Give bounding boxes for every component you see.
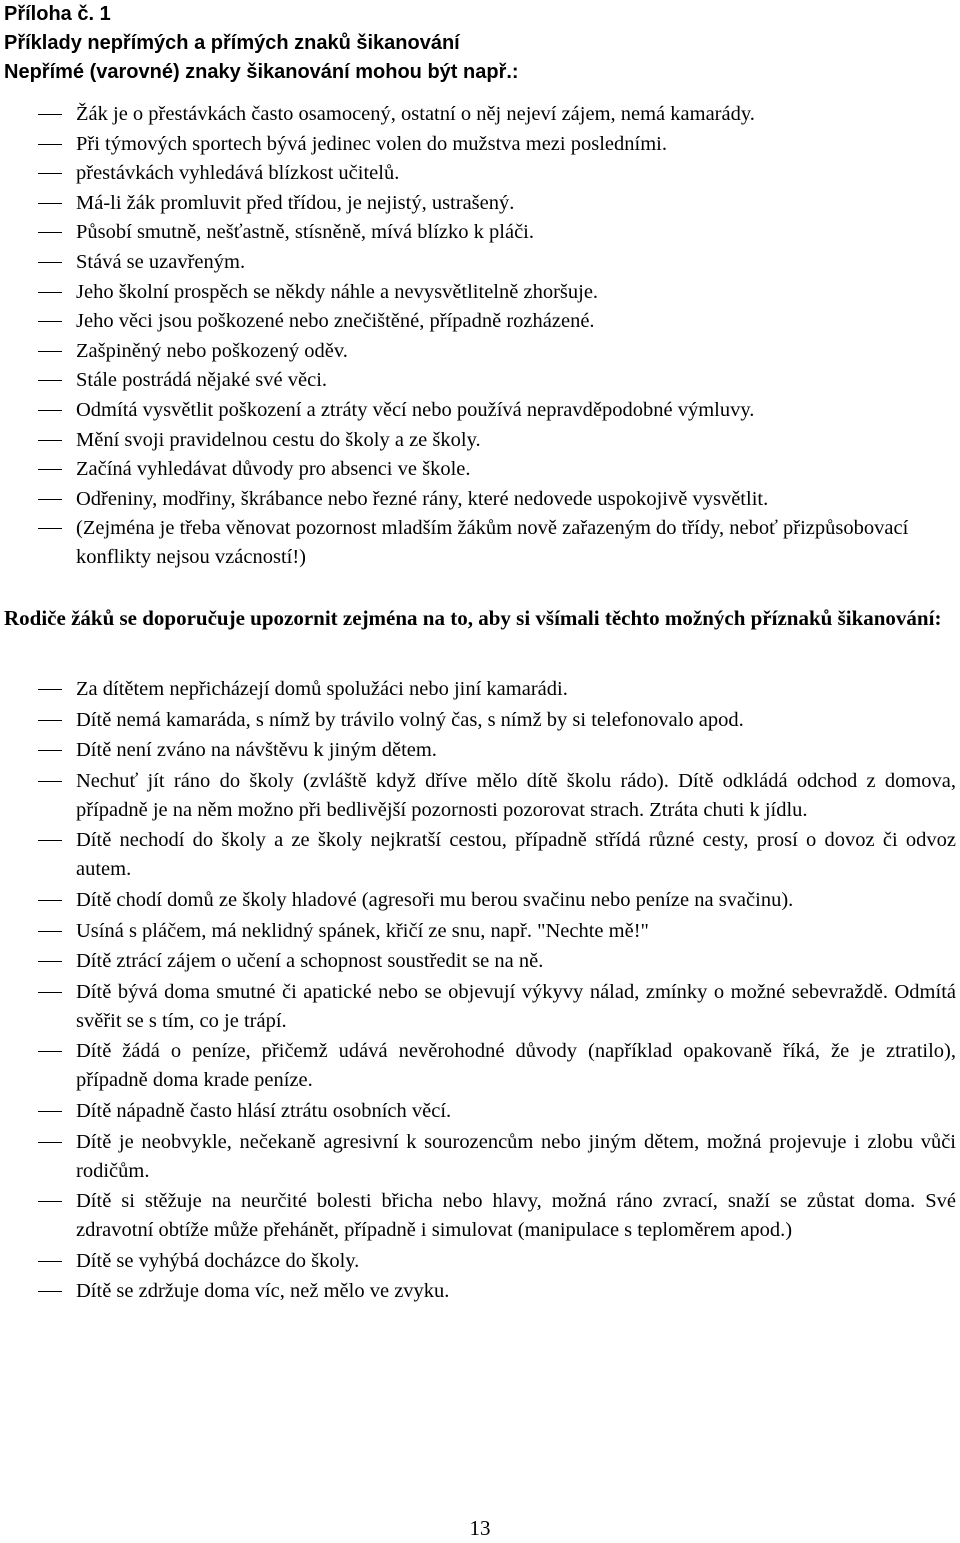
dash-bullet-icon	[38, 232, 62, 233]
list-item	[0, 706, 956, 735]
dash-bullet-icon	[38, 203, 62, 204]
list-item	[0, 1097, 956, 1126]
dash-bullet-icon	[38, 689, 62, 690]
list-item	[0, 248, 956, 277]
list-item-text: Má-li žák promluvit před třídou, je nejistý, ustrašený.	[76, 191, 515, 214]
list-item-text: (Zejména je třeba věnovat pozornost mladším žákům nově zařazeným do třídy, neboť přizpůsobovací konflikty nejsou vzácností!)	[76, 517, 909, 569]
dash-bullet-icon	[38, 499, 62, 500]
list-item	[0, 396, 956, 425]
page-number: 13	[469, 1516, 491, 1540]
list-item-text: Mění svoji pravidelnou cestu do školy a ze školy.	[76, 428, 481, 451]
list-item-text: Nechuť jít ráno do školy (zvláště když dříve mělo dítě školu rádo). Dítě odkládá odchod z domova, případně je na něm možno při bedlivější pozornosti pozorovat strach. Ztráta chuti k jídlu.	[76, 769, 956, 821]
list-item-text: Usíná s pláčem, má neklidný spánek, křičí ze snu, např. "Nechte mě!"	[76, 919, 649, 942]
dash-bullet-icon	[38, 750, 62, 751]
list-item-text: Dítě se zdržuje doma víc, než mělo ve zvyku.	[76, 1280, 450, 1303]
list-item	[0, 1187, 956, 1245]
list-item-text: Odřeniny, modřiny, škrábance nebo řezné rány, které nedovede uspokojivě vysvětlit.	[76, 487, 769, 510]
list-item	[0, 1277, 956, 1306]
dash-bullet-icon	[38, 1201, 62, 1202]
list-item	[0, 307, 956, 336]
dash-bullet-icon	[38, 1111, 62, 1112]
list-item	[0, 826, 956, 884]
list-item	[0, 218, 956, 247]
list-item	[0, 426, 956, 455]
list-item	[0, 485, 956, 514]
dash-bullet-icon	[38, 720, 62, 721]
dash-bullet-icon	[38, 351, 62, 352]
list-item-text: Dítě není zváno na návštěvu k jiným dětem.	[76, 739, 437, 762]
list-item-text: Dítě nemá kamaráda, s nímž by trávilo volný čas, s nímž by si telefonovalo apod.	[76, 708, 744, 731]
list-item	[0, 1037, 956, 1095]
list-item	[0, 278, 956, 307]
list-item-text: Působí smutně, nešťastně, stísněně, mívá blízko k pláči.	[76, 221, 534, 244]
list-item	[0, 947, 956, 976]
list-item-text: Stává se uzavřeným.	[76, 250, 246, 273]
list-item	[0, 1247, 956, 1276]
list-item-text: Dítě nápadně často hlásí ztrátu osobních věcí.	[76, 1099, 452, 1122]
list-item-text: Dítě chodí domů ze školy hladové (agresoři mu berou svačinu nebo peníze na svačinu).	[76, 888, 794, 911]
dash-bullet-icon	[38, 469, 62, 470]
appendix-title: Příloha č. 1	[4, 3, 111, 25]
dash-bullet-icon	[38, 114, 62, 115]
dash-bullet-icon	[38, 321, 62, 322]
dash-bullet-icon	[38, 781, 62, 782]
list-item	[0, 455, 956, 484]
list-item-text: Dítě nechodí do školy a ze školy nejkratší cestou, případně střídá různé cesty, prosí o dovoz či odvoz autem.	[76, 829, 956, 881]
dash-bullet-icon	[38, 440, 62, 441]
parents-note: Rodiče žáků se doporučuje upozornit zejména na to, aby si všímali těchto možných příznaků šikanování:	[4, 606, 942, 630]
list-item-text: Zašpiněný nebo poškozený oděv.	[76, 339, 348, 362]
list-item	[0, 514, 956, 572]
dash-bullet-icon	[38, 1051, 62, 1052]
dash-bullet-icon	[38, 992, 62, 993]
list-item-text: Žák je o přestávkách často osamocený, ostatní o něj nejeví zájem, nemá kamarády.	[76, 103, 755, 125]
list-item	[0, 978, 956, 1036]
list-item	[0, 675, 956, 704]
list-item	[0, 130, 956, 159]
dash-bullet-icon	[38, 380, 62, 381]
dash-bullet-icon	[38, 900, 62, 901]
list-item-text: Dítě je neobvykle, nečekaně agresivní k sourozencům nebo jiným dětem, možná projevuje i zlobu vůči rodičům.	[76, 1130, 956, 1182]
list-item	[0, 159, 956, 188]
dash-bullet-icon	[38, 1291, 62, 1292]
list-item-text: Jeho věci jsou poškozené nebo znečištěné, případně rozházené.	[76, 310, 595, 333]
list-item-text: Dítě si stěžuje na neurčité bolesti břicha nebo hlavy, možná ráno zvrací, snaží se zůstat doma. Své zdravotní obtíže může přehánět, případně i simulovat (manipulace s teploměrem apod.)	[76, 1190, 956, 1242]
list-item-text: Dítě žádá o peníze, přičemž udává nevěrohodné důvody (například opakovaně říká, že je ztratilo), případně doma krade peníze.	[76, 1040, 956, 1092]
dash-bullet-icon	[38, 410, 62, 411]
list-item	[0, 886, 956, 915]
list-item-text: Začíná vyhledávat důvody pro absenci ve škole.	[76, 458, 471, 481]
dash-bullet-icon	[38, 528, 62, 529]
list-item-text: Dítě bývá doma smutné či apatické nebo se objevují výkyvy nálad, zmínky o možné sebevraždě. Odmítá svěřit se s tím, co je trápí.	[76, 980, 956, 1032]
dash-bullet-icon	[38, 262, 62, 263]
list-item	[0, 337, 956, 366]
list-item-text: přestávkách vyhledává blízkost učitelů.	[76, 162, 400, 185]
list-item-text: Jeho školní prospěch se někdy náhle a nevysvětlitelně zhoršuje.	[76, 280, 599, 303]
section-subtitle: Nepřímé (varovné) znaky šikanování mohou být např.:	[4, 61, 519, 83]
list-item-text: Odmítá vysvětlit poškození a ztráty věcí nebo používá nepravděpodobné výmluvy.	[76, 398, 755, 421]
list-item-text: Dítě ztrácí zájem o učení a schopnost soustředit se na ně.	[76, 950, 544, 973]
list-item-text: Dítě se vyhýbá docházce do školy.	[76, 1249, 360, 1272]
list-item-text: Při týmových sportech bývá jedinec volen do mužstva mezi posledními.	[76, 132, 667, 155]
list-item	[0, 917, 956, 946]
parent-signs-list	[0, 675, 956, 1308]
list-item	[0, 736, 956, 765]
list-item	[0, 366, 956, 395]
dash-bullet-icon	[38, 1142, 62, 1143]
list-item	[0, 1128, 956, 1186]
list-item-text: Stále postrádá nějaké své věci.	[76, 369, 328, 392]
dash-bullet-icon	[38, 144, 62, 145]
section-title: Příklady nepřímých a přímých znaků šikanování	[4, 32, 460, 54]
dash-bullet-icon	[38, 292, 62, 293]
list-item-text: Za dítětem nepřicházejí domů spolužáci nebo jiní kamarádi.	[76, 678, 568, 700]
dash-bullet-icon	[38, 840, 62, 841]
indirect-signs-list	[0, 100, 956, 573]
list-item	[0, 189, 956, 218]
dash-bullet-icon	[38, 1261, 62, 1262]
list-item	[0, 767, 956, 825]
dash-bullet-icon	[38, 173, 62, 174]
list-item	[0, 100, 956, 129]
dash-bullet-icon	[38, 961, 62, 962]
dash-bullet-icon	[38, 931, 62, 932]
